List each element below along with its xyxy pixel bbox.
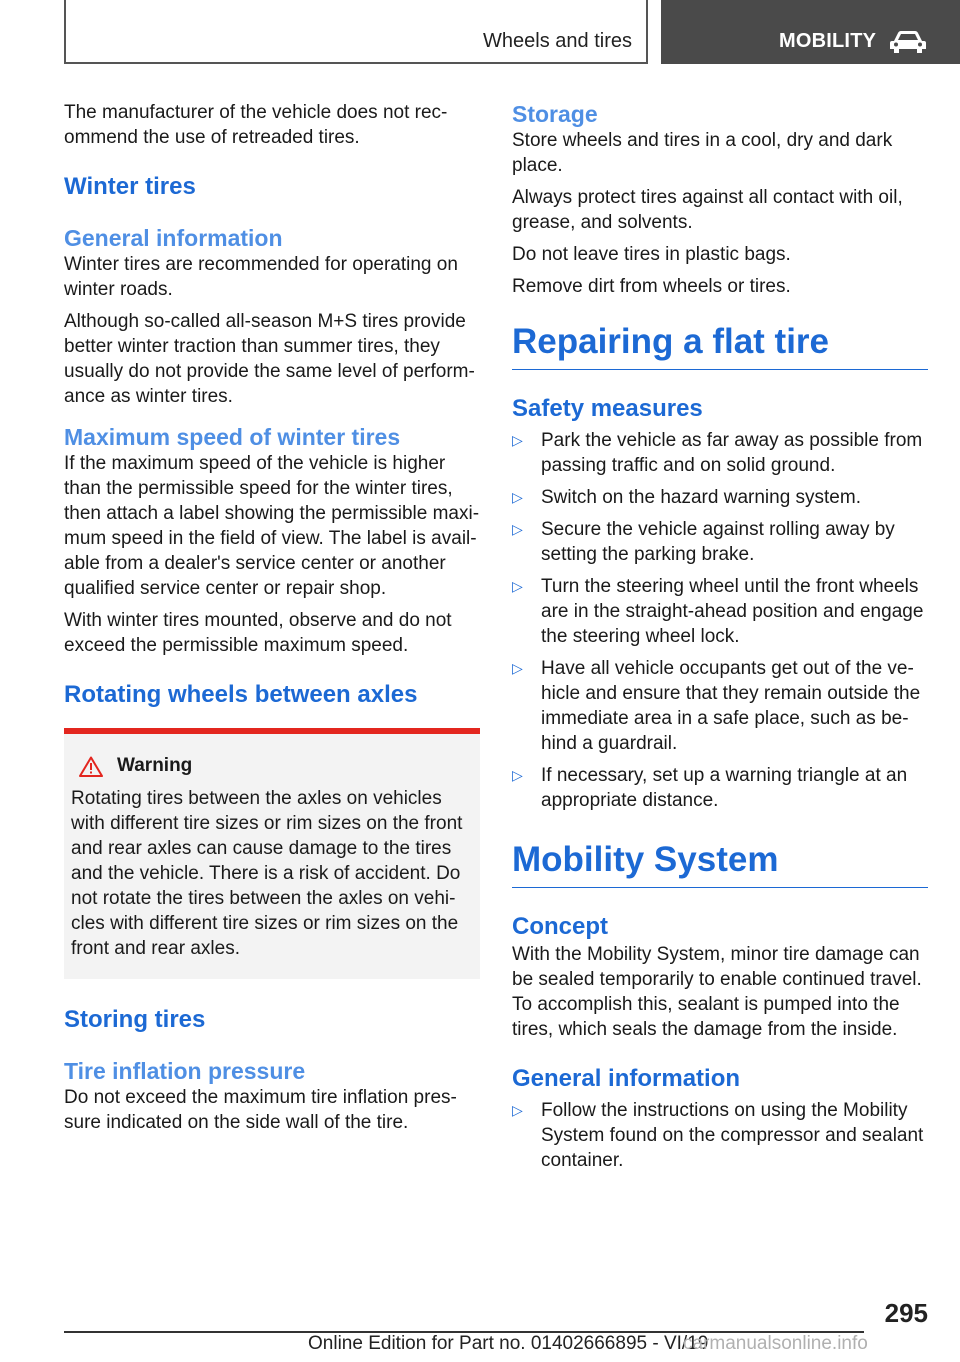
warning-triangle-icon xyxy=(79,756,103,777)
bullet-triangle-icon: ▷ xyxy=(512,489,523,505)
header-section-title: Wheels and tires xyxy=(483,30,632,52)
storage-heading: Storage xyxy=(512,101,598,127)
concept-paragraph: With the Mobility System, minor tire damage can be sealed temporarily to enable continued travel. To accomplish this, sealant is pumped into the tires, which seals the damage from the inside. xyxy=(512,944,922,1040)
maximum-speed-paragraph-2: With winter tires mounted, observe and do not exceed the permissible maximum speed. xyxy=(64,610,452,656)
concept-heading: Concept xyxy=(512,913,608,940)
safety-measures-heading: Safety measures xyxy=(512,395,703,422)
header-chapter-tab xyxy=(661,0,960,64)
right-column xyxy=(512,100,928,1180)
warning-text: Rotating tires between the axles on vehicles with different tire sizes or rim sizes on the front and rear axles can cause damage to the tires and the vehicle. There is a risk of accident. Do not rotate the tires between the axles on vehi-cles with different tire sizes or rim sizes on the front and rear axles. xyxy=(71,788,463,959)
bullet-triangle-icon: ▷ xyxy=(512,521,523,537)
winter-tires-heading: Winter tires xyxy=(64,173,196,200)
intro-paragraph: The manufacturer of the vehicle does not rec-ommend the use of retreaded tires. xyxy=(64,102,448,148)
tire-inflation-pressure-heading: Tire inflation pressure xyxy=(64,1058,306,1084)
maximum-speed-heading: Maximum speed of winter tires xyxy=(64,424,401,450)
list-item: ▷ Follow the instructions on using the Mobility System found on the compressor and sealant container. xyxy=(512,1100,924,1171)
mobility-system-heading: Mobility System xyxy=(512,839,928,888)
general-information-list xyxy=(512,1098,928,1173)
maximum-speed-paragraph-1: If the maximum speed of the vehicle is higher than the permissible speed for the winter tires, then attach a label showing the permissible maxi-mum speed in the field of view. The label is avail-able from a dealer's service center or another qualified service center or repair shop. xyxy=(64,453,480,599)
safety-measures-list xyxy=(512,428,928,813)
bullet-triangle-icon: ▷ xyxy=(512,578,523,594)
list-item: ▷ If necessary, set up a warning triangle at an appropriate distance. xyxy=(512,765,908,811)
general-information-heading: General information xyxy=(64,225,283,251)
bullet-triangle-icon: ▷ xyxy=(512,432,523,448)
list-item: ▷ Switch on the hazard warning system. xyxy=(512,487,861,508)
list-item: ▷ Park the vehicle as far away as possible from passing traffic and on solid ground. xyxy=(512,430,923,476)
left-column xyxy=(64,100,480,1142)
general-information-heading-2: General information xyxy=(512,1065,741,1092)
bullet-triangle-icon: ▷ xyxy=(512,1102,523,1118)
storage-paragraph-2: Always protect tires against all contact with oil, grease, and solvents. xyxy=(512,187,903,233)
rotating-wheels-heading: Rotating wheels between axles xyxy=(64,681,418,708)
footer-edition: Online Edition for Part no. 01402666895 - VI/19 xyxy=(308,1333,709,1354)
footer-watermark: carmanualsonline.info xyxy=(683,1333,868,1354)
bullet-triangle-icon: ▷ xyxy=(512,767,523,783)
warning-title-row xyxy=(71,754,472,778)
bullet-triangle-icon: ▷ xyxy=(512,660,523,676)
page-number: 295 xyxy=(884,1298,928,1328)
list-item: ▷ Secure the vehicle against rolling away by setting the parking brake. xyxy=(512,519,895,565)
header-chapter-title: MOBILITY xyxy=(779,30,877,52)
list-item: ▷ Have all vehicle occupants get out of the ve-hicle and ensure that they remain outside the immediate area in a safe place, such as be-hind a guardrail. xyxy=(512,658,921,754)
storing-tires-heading: Storing tires xyxy=(64,1006,206,1033)
general-paragraph-1: Winter tires are recommended for operating on winter roads. xyxy=(64,254,458,300)
warning-title: Warning xyxy=(117,755,193,776)
list-item: ▷ Turn the steering wheel until the front wheels are in the straight-ahead position and engage the steering wheel lock. xyxy=(512,576,924,647)
storage-paragraph-1: Store wheels and tires in a cool, dry and dark place. xyxy=(512,130,893,176)
tire-inflation-pressure-paragraph: Do not exceed the maximum tire inflation pres-sure indicated on the side wall of the tire. xyxy=(64,1087,457,1133)
header-section-tab xyxy=(64,0,648,64)
repairing-flat-tire-heading: Repairing a flat tire xyxy=(512,321,928,370)
general-paragraph-2: Although so-called all-season M+S tires provide better winter traction than summer tires, they usually do not provide the same level of perform-ance as winter tires. xyxy=(64,311,475,407)
warning-box xyxy=(64,728,480,979)
car-icon xyxy=(888,29,928,55)
storage-paragraph-3: Do not leave tires in plastic bags. xyxy=(512,244,791,265)
storage-paragraph-4: Remove dirt from wheels or tires. xyxy=(512,276,791,297)
